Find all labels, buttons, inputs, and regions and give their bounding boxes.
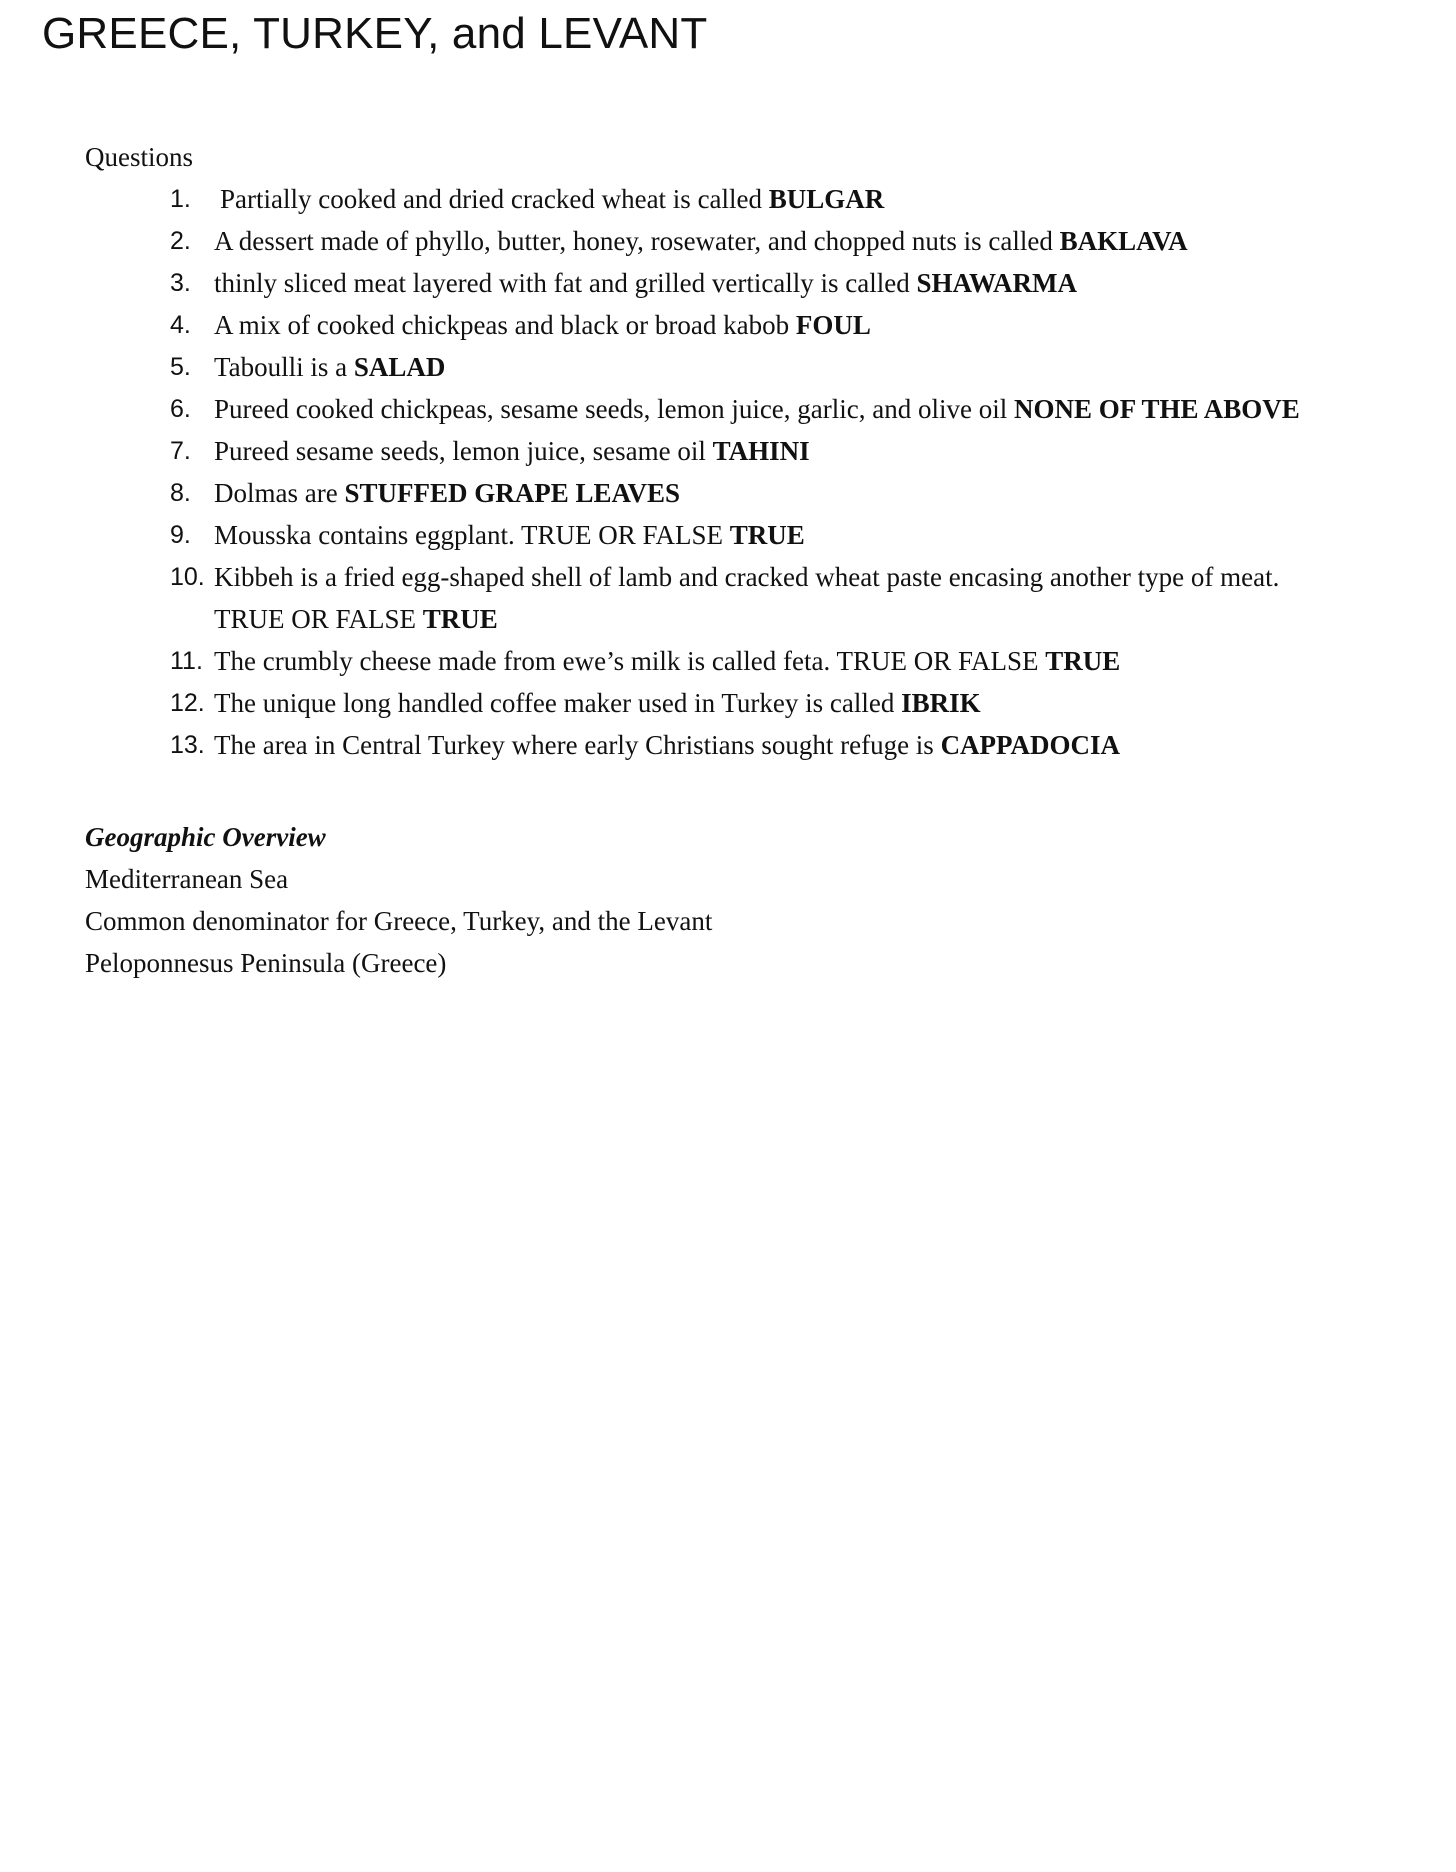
question-number: 12. <box>170 689 205 717</box>
question-answer: IBRIK <box>901 688 981 718</box>
question-answer: NONE OF THE ABOVE <box>1013 394 1300 424</box>
question-item-12 <box>170 682 1400 724</box>
question-text: Mousska contains eggplant. TRUE OR FALSE <box>214 520 730 550</box>
question-number: 10. <box>170 563 205 591</box>
question-text: A mix of cooked chickpeas and black or broad kabob <box>214 310 796 340</box>
question-text: The unique long handled coffee maker used in Turkey is called <box>214 688 902 718</box>
question-list <box>170 178 1400 766</box>
question-line-continued <box>214 598 1400 640</box>
question-number: 9. <box>170 521 191 549</box>
question-answer: BULGAR <box>768 184 885 214</box>
question-item-2 <box>170 220 1400 262</box>
question-item-10 <box>170 556 1400 640</box>
question-answer: SHAWARMA <box>916 268 1078 298</box>
geographic-overview-line: Peloponnesus Peninsula (Greece) <box>85 948 447 978</box>
question-line <box>214 682 1400 724</box>
question-line <box>214 556 1400 598</box>
question-item-6 <box>170 388 1400 430</box>
question-item-8 <box>170 472 1400 514</box>
question-number: 8. <box>170 479 191 507</box>
question-answer: TRUE <box>1045 646 1121 676</box>
question-text: Pureed cooked chickpeas, sesame seeds, lemon juice, garlic, and olive oil <box>214 394 1014 424</box>
question-answer: TRUE <box>422 604 498 634</box>
question-number: 2. <box>170 227 191 255</box>
question-line <box>214 346 1400 388</box>
geographic-overview-line: Common denominator for Greece, Turkey, and the Levant <box>85 906 713 936</box>
question-line <box>214 514 1400 556</box>
question-number: 5. <box>170 353 191 381</box>
question-line <box>214 472 1400 514</box>
question-text: thinly sliced meat layered with fat and grilled vertically is called <box>214 268 917 298</box>
question-text: A dessert made of phyllo, butter, honey, rosewater, and chopped nuts is called <box>214 226 1060 256</box>
question-answer: STUFFED GRAPE LEAVES <box>344 478 681 508</box>
question-text: The area in Central Turkey where early Christians sought refuge is <box>214 730 941 760</box>
question-text-continued: TRUE OR FALSE <box>214 604 423 634</box>
question-item-11 <box>170 640 1400 682</box>
question-answer: CAPPADOCIA <box>940 730 1121 760</box>
question-line <box>214 304 1400 346</box>
question-number: 1. <box>170 185 191 213</box>
question-number: 6. <box>170 395 191 423</box>
geographic-overview-heading: Geographic Overview <box>85 822 326 852</box>
question-answer: FOUL <box>795 310 871 340</box>
question-text: Kibbeh is a fried egg-shaped shell of lamb and cracked wheat paste encasing another type of meat. <box>214 562 1280 592</box>
question-item-9 <box>170 514 1400 556</box>
question-text: Dolmas are <box>214 478 345 508</box>
question-item-5 <box>170 346 1400 388</box>
question-answer: TAHINI <box>712 436 810 466</box>
question-item-4 <box>170 304 1400 346</box>
document-title: GREECE, TURKEY, and LEVANT <box>42 9 708 58</box>
question-line <box>214 640 1400 682</box>
question-line <box>214 262 1400 304</box>
question-text: Taboulli is a <box>214 352 354 382</box>
question-number: 7. <box>170 437 191 465</box>
question-text: Partially cooked and dried cracked wheat is called <box>220 184 769 214</box>
question-item-13 <box>170 724 1400 766</box>
geographic-overview-section <box>85 816 1285 984</box>
question-item-3 <box>170 262 1400 304</box>
question-text: Pureed sesame seeds, lemon juice, sesame oil <box>214 436 713 466</box>
question-number: 11. <box>170 647 203 675</box>
geographic-overview-line: Mediterranean Sea <box>85 864 289 894</box>
questions-heading: Questions <box>85 142 193 172</box>
question-item-1 <box>170 178 1400 220</box>
question-answer: BAKLAVA <box>1059 226 1188 256</box>
question-number: 3. <box>170 269 191 297</box>
question-line <box>214 430 1400 472</box>
question-number: 4. <box>170 311 191 339</box>
question-line <box>214 220 1400 262</box>
question-line <box>214 388 1400 430</box>
question-text: The crumbly cheese made from ewe’s milk is called feta. TRUE OR FALSE <box>214 646 1046 676</box>
question-line <box>214 178 1400 220</box>
question-answer: SALAD <box>353 352 446 382</box>
question-line <box>214 724 1400 766</box>
question-item-7 <box>170 430 1400 472</box>
question-answer: TRUE <box>729 520 805 550</box>
question-number: 13. <box>170 731 205 759</box>
